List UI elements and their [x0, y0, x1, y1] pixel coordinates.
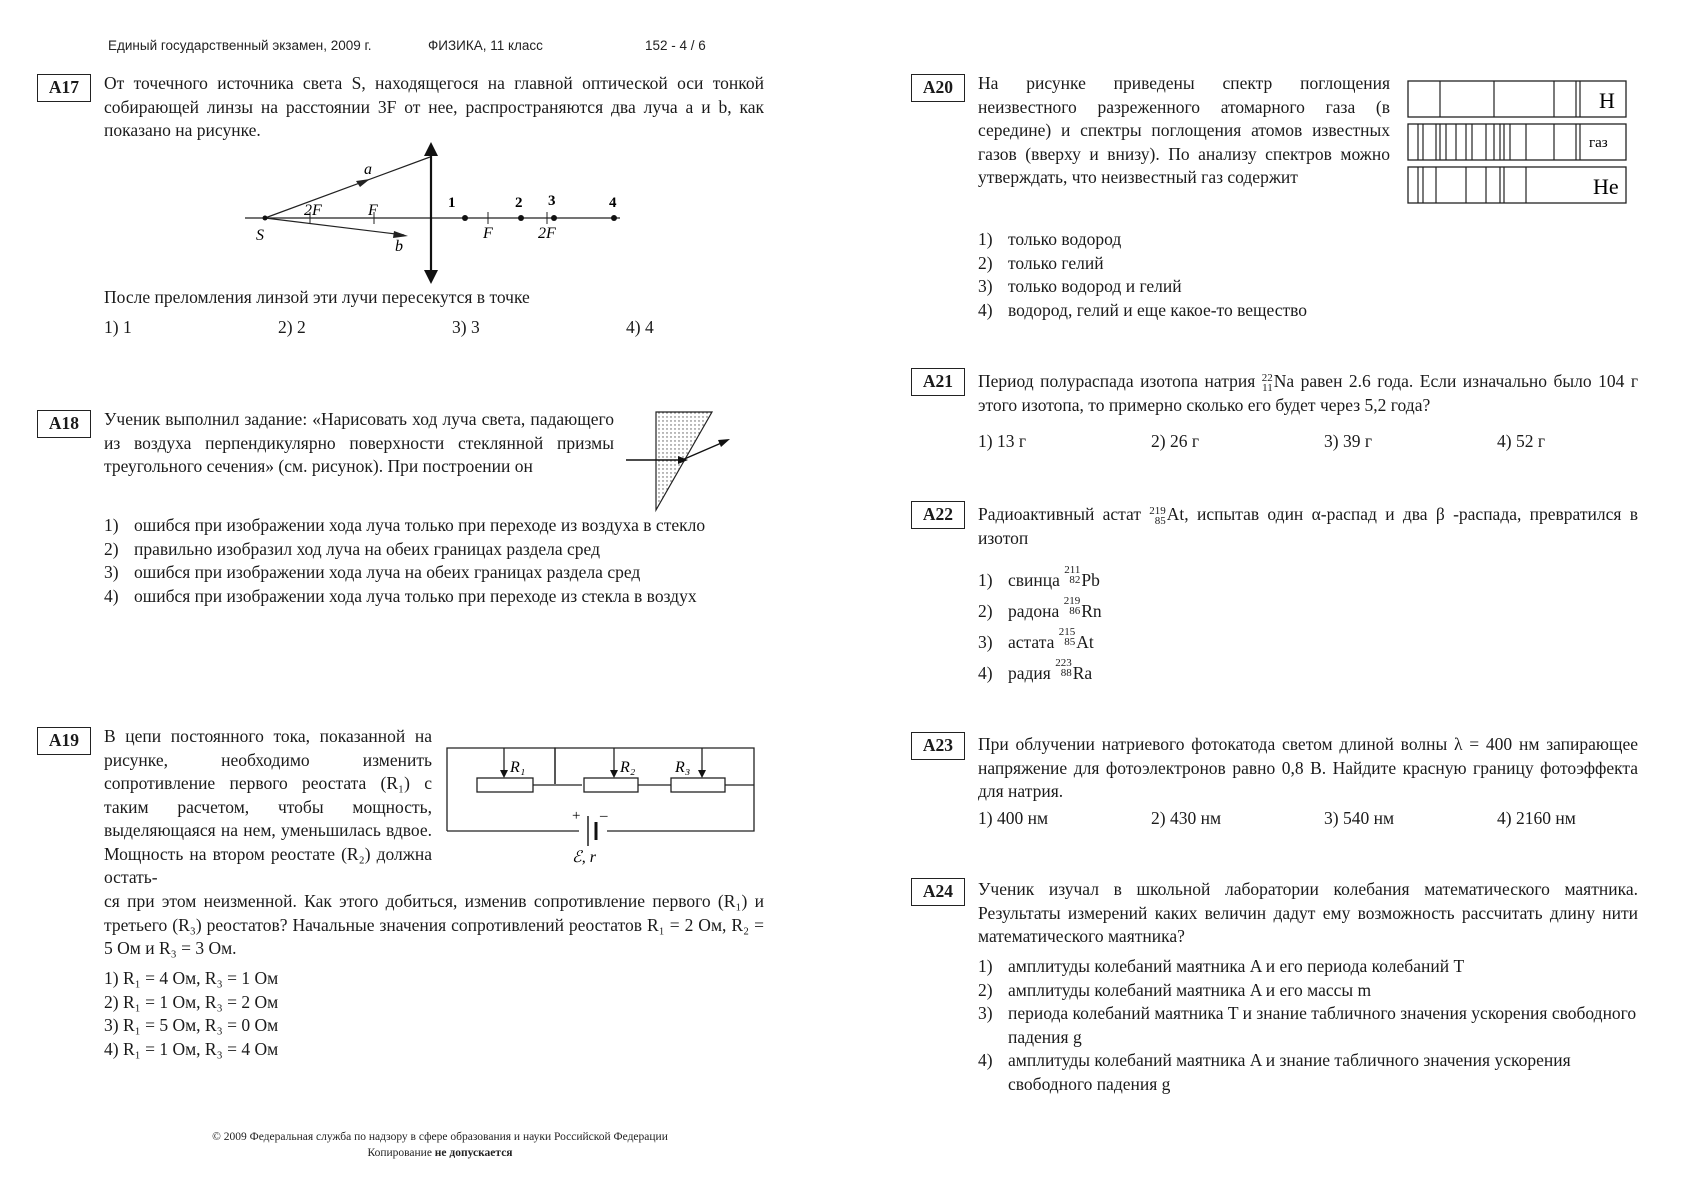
options-a19: [104, 967, 504, 1061]
options-a17: [104, 317, 706, 338]
question-label-a22: A22: [911, 501, 965, 529]
option-a22-3[interactable]: 3) астата 215 85 At: [978, 626, 1094, 652]
option-a21-1[interactable]: 1) 13 г: [978, 431, 1027, 451]
options-a22: [978, 565, 1378, 689]
question-text-a22: Радиоактивный астат 219 85 At, испытав один α-распад и два β -распада, превратился в изотоп: [978, 504, 1639, 548]
option-a17-1[interactable]: 1) 1: [104, 317, 132, 337]
footer-copyright: © 2009 Федеральная служба по надзору в сфере образования и науки Российской Федерации: [212, 1131, 668, 1143]
question-text-a19-wide: ся при этом неизменной. Как этого добиться, изменив сопротивление первого (R₁) и третьего (R₃) реостатов? Начальные значения сопротивлений реостатов R₁ = 2 Ом, R₂ = 5 Ом и R₃ = 3 Ом.: [104, 891, 764, 958]
label-r3: R₃: [675, 759, 691, 776]
nuclide-na: 22 11: [1261, 371, 1273, 394]
options-a21: [978, 431, 1597, 452]
label-s: S: [256, 227, 264, 244]
question-text-a24: Ученик изучал в школьной лаборатории колебания математического маятника. Результаты измерений каких величин дадут ему возможность рассчитать длину нити математического маятника?: [978, 879, 1638, 946]
option-a17-2[interactable]: 2) 2: [278, 317, 306, 337]
options-a24: [978, 955, 1638, 1096]
label-point-1: 1: [448, 195, 456, 211]
options-a18: [104, 514, 764, 608]
option-a19-3[interactable]: 3) R₁ = 5 Ом, R₃ = 0 Ом: [104, 1015, 279, 1035]
option-a23-1[interactable]: 1) 400 нм: [978, 808, 1049, 828]
header-exam: Единый государственный экзамен, 2009 г.: [108, 38, 372, 53]
spectrum-label-gas: газ: [1589, 135, 1608, 151]
question-label-a24: A24: [911, 878, 965, 906]
battery-minus: –: [600, 808, 608, 824]
question-text-a21: Период полураспада изотопа натрия 22 11 Na равен 2.6 года. Если изначально было 104 г этого изотопа, то примерно сколько его будет через 5,2 года?: [978, 371, 1639, 415]
label-point-3: 3: [548, 193, 556, 209]
question-text-a23: При облучении натриевого фотокатода светом длиной волны λ = 400 нм запирающее напряжение для фотоэлектронов равно 0,8 В. Найдите красную границу фотоэффекта для натрия.: [978, 734, 1638, 801]
option-a20-4[interactable]: 4) водород, гелий и еще какое-то вещество: [978, 299, 1308, 320]
question-label-a19: A19: [37, 727, 91, 755]
question-label-a18: A18: [37, 410, 91, 438]
label-point-2: 2: [515, 195, 523, 211]
label-point-4: 4: [609, 195, 617, 211]
option-a20-1[interactable]: 1) только водород: [978, 229, 1122, 249]
option-a23-2[interactable]: 2) 430 нм: [1151, 808, 1222, 828]
option-a22-2[interactable]: 2) радона 219 86 Rn: [978, 595, 1102, 621]
option-a18-2[interactable]: 2) правильно изобразил ход луча на обеих границах раздела сред: [104, 538, 600, 559]
option-a24-2[interactable]: 2) амплитуды колебаний маятника A и его массы m: [978, 979, 1372, 1000]
option-a22-4[interactable]: 4) радия 223 88 Ra: [978, 657, 1093, 683]
question-label-a20: A20: [911, 74, 965, 102]
lens-ray-diagram: [240, 140, 640, 285]
question-label-a21: A21: [911, 368, 965, 396]
options-a20: [978, 228, 1478, 322]
label-r1: R₁: [510, 759, 526, 776]
label-f-right: F: [483, 225, 493, 242]
option-a20-2[interactable]: 2) только гелий: [978, 252, 1104, 273]
header-subject: ФИЗИКА, 11 класс: [428, 38, 543, 53]
option-a24-3[interactable]: 3) периода колебаний маятника T и знание табличного значения ускорения свободного падения g: [978, 1003, 1637, 1047]
option-a24-4[interactable]: 4) амплитуды колебаний маятника A и знание табличного значения ускорения свободного падения g: [978, 1050, 1571, 1094]
question-label-a17: A17: [37, 74, 91, 102]
prism-diagram: [622, 408, 732, 513]
spectrum-label-he: He: [1593, 174, 1619, 199]
option-a23-4[interactable]: 4) 2160 нм: [1497, 808, 1576, 828]
question-text-a19-narrow: В цепи постоянного тока, показанной на рисунке, необходимо изменить сопротивление первого реостата (R₁) с таким расчетом, чтобы мощность, выделяющаяся на нем, уменьшилась вдвое. Мощность на втором реостате (R₂) должна остать-: [104, 726, 432, 887]
label-2f-left: 2F: [304, 202, 322, 219]
circuit-diagram: [444, 740, 762, 868]
nuclide-at: 219 85: [1149, 504, 1166, 527]
option-a18-4[interactable]: 4) ошибся при изображении хода луча только при переходе из стекла в воздух: [104, 585, 697, 606]
option-a19-2[interactable]: 2) R₁ = 1 Ом, R₃ = 2 Ом: [104, 991, 279, 1012]
question-text-a17: От точечного источника света S, находящегося на главной оптической оси тонкой собирающей линзы на расстоянии 3F от нее, распространяются два луча a и b, как показано на рисунке.: [104, 73, 764, 140]
label-emf: ℰ, r: [572, 849, 596, 866]
footer-copy-note: Копирование не допускается: [367, 1147, 513, 1159]
option-a18-1[interactable]: 1) ошибся при изображении хода луча только при переходе из воздуха в стекло: [104, 515, 706, 535]
option-a19-4[interactable]: 4) R₁ = 1 Ом, R₃ = 4 Ом: [104, 1038, 279, 1059]
option-a24-1[interactable]: 1) амплитуды колебаний маятника A и его периода колебаний T: [978, 956, 1465, 976]
label-2f-right: 2F: [538, 225, 556, 242]
header-page-number: 152 - 4 / 6: [645, 38, 706, 53]
label-ray-b: b: [395, 238, 403, 255]
question-prompt-a17: После преломления линзой эти лучи пересекутся в точке: [104, 287, 530, 307]
option-a20-3[interactable]: 3) только водород и гелий: [978, 276, 1182, 296]
option-a18-3[interactable]: 3) ошибся при изображении хода луча на обеих границах раздела сред: [104, 562, 641, 582]
label-ray-a: a: [364, 161, 372, 178]
question-text-a20: На рисунке приведены спектр поглощения неизвестного разреженного атомарного газа (в середине) и спектры поглощения атомов известных газов (вверху и внизу). По анализу спектров можно утверждать, что неизвестный газ содержит: [978, 73, 1390, 187]
options-a23: [978, 808, 1617, 829]
battery-plus: +: [572, 808, 581, 824]
spectrum-label-h: H: [1599, 88, 1615, 113]
label-f-left: F: [368, 202, 378, 219]
option-a22-1[interactable]: 1) свинца 211 82 Pb: [978, 564, 1100, 590]
option-a17-3[interactable]: 3) 3: [452, 317, 480, 337]
option-a21-3[interactable]: 3) 39 г: [1324, 431, 1373, 451]
absorption-spectra: [1406, 78, 1628, 206]
question-label-a23: A23: [911, 732, 965, 760]
option-a17-4[interactable]: 4) 4: [626, 317, 654, 337]
option-a23-3[interactable]: 3) 540 нм: [1324, 808, 1395, 828]
option-a19-1[interactable]: 1) R₁ = 4 Ом, R₃ = 1 Ом: [104, 968, 279, 988]
question-text-a18: Ученик выполнил задание: «Нарисовать ход луча света, падающего из воздуха перпендикулярно поверхности стеклянной призмы треугольного сечения» (см. рисунок). При построении он: [104, 409, 614, 476]
option-a21-2[interactable]: 2) 26 г: [1151, 431, 1200, 451]
label-r2: R₂: [620, 759, 636, 776]
option-a21-4[interactable]: 4) 52 г: [1497, 431, 1546, 451]
